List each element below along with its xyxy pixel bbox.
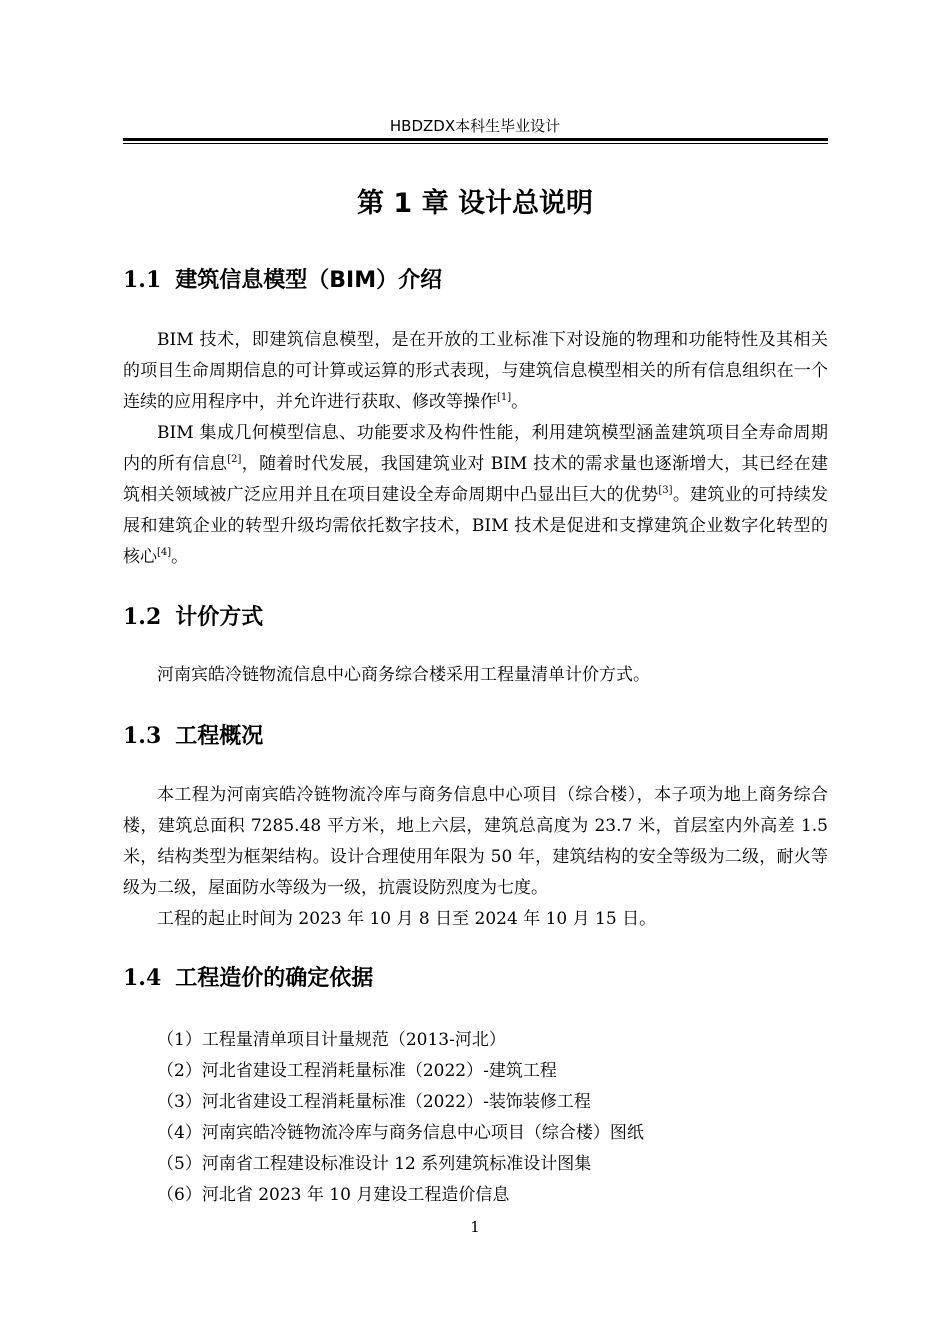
citation: [2] (227, 454, 242, 465)
paragraph-text: BIM 技术，即建筑信息模型，是在开放的工业标准下对设施的物理和功能特性及其相关的项目生命周期信息的可计算或运算的形式表现，与建筑信息模型相关的所有信息组织在一个连续的应用程序中，并允许进行获取、修改等操作 (123, 330, 828, 412)
citation: [4] (157, 547, 172, 558)
list-item: （4）河南宾皓冷链物流冷库与商务信息中心项目（综合楼）图纸 (157, 1123, 644, 1143)
section-title: 工程造价的确定依据 (175, 966, 374, 991)
paragraph-bim-definition (123, 325, 828, 418)
section-heading-1-3 (123, 722, 263, 751)
header-rule-thin (123, 143, 828, 144)
section-heading-1-1 (123, 266, 442, 295)
list-item: （2）河北省建设工程消耗量标准（2022）-建筑工程 (157, 1061, 557, 1081)
chapter-title: 第 1 章 设计总说明 (357, 188, 593, 219)
basis-list (157, 1025, 837, 1211)
paragraph-text: 河南宾皓冷链物流信息中心商务综合楼采用工程量清单计价方式。 (157, 665, 650, 685)
running-header: HBDZDX本科生毕业设计 (389, 117, 561, 135)
paragraph-bim-application (123, 418, 828, 573)
paragraph-end: 。 (511, 392, 529, 412)
paragraph-text: 本工程为河南宾皓冷链物流冷库与商务信息中心项目（综合楼），本子项为地上商务综合楼，建筑总面积 7285.48 平方米，地上六层，建筑总高度为 23.7 米，首层室内外高差 1.5 米，结构类型为框架结构。设计合理使用年限为 50 年，建筑结构的安全等级为二级，耐火等级为二级，屋面防水等级为一级，抗震设防烈度为七度。 (123, 785, 828, 898)
section-number: 1.1 (123, 267, 162, 293)
paragraph-text: 。建筑业的可持续发展和建筑企业的转型升级均需依托数字技术，BIM 技术是促进和支撑建筑企业数字化转型的核心 (123, 485, 828, 567)
section-title: 工程概况 (175, 724, 264, 749)
list-item: （5）河南省工程建设标准设计 12 系列建筑标准设计图集 (157, 1154, 592, 1174)
page-number: 1 (470, 1218, 480, 1236)
header-rule-thick (123, 138, 828, 141)
list-item: （1）工程量清单项目计量规范（2013-河北） (157, 1030, 506, 1050)
section-title: 计价方式 (175, 605, 264, 630)
paragraph-project-schedule (123, 904, 828, 935)
paragraph-pricing-method (123, 660, 828, 691)
list-item: （3）河北省建设工程消耗量标准（2022）-装饰装修工程 (157, 1092, 591, 1112)
paragraph-text: BIM 集成几何模型信息、功能要求及构件性能，利用建筑模型涵盖建筑项目全寿命周期内的所有信息 (123, 423, 828, 474)
list-item: （6）河北省 2023 年 10 月建设工程造价信息 (157, 1185, 510, 1205)
citation: [3] (658, 485, 673, 496)
section-heading-1-4 (123, 964, 373, 993)
paragraph-text: ，随着时代发展，我国建筑业对 BIM 技术的需求量也逐渐增大，其已经在建筑相关领域被广泛应用并且在项目建设全寿命周期中凸显出巨大的优势 (123, 454, 829, 505)
section-number: 1.2 (123, 604, 162, 630)
citation: [1] (497, 392, 512, 403)
section-number: 1.3 (123, 723, 162, 749)
paragraph-project-overview (123, 780, 828, 904)
paragraph-text: 工程的起止时间为 2023 年 10 月 8 日至 2024 年 10 月 15 日。 (157, 909, 657, 929)
section-title: 建筑信息模型（BIM）介绍 (175, 268, 443, 293)
section-heading-1-2 (123, 603, 263, 632)
paragraph-end: 。 (171, 547, 189, 567)
section-number: 1.4 (123, 965, 162, 991)
